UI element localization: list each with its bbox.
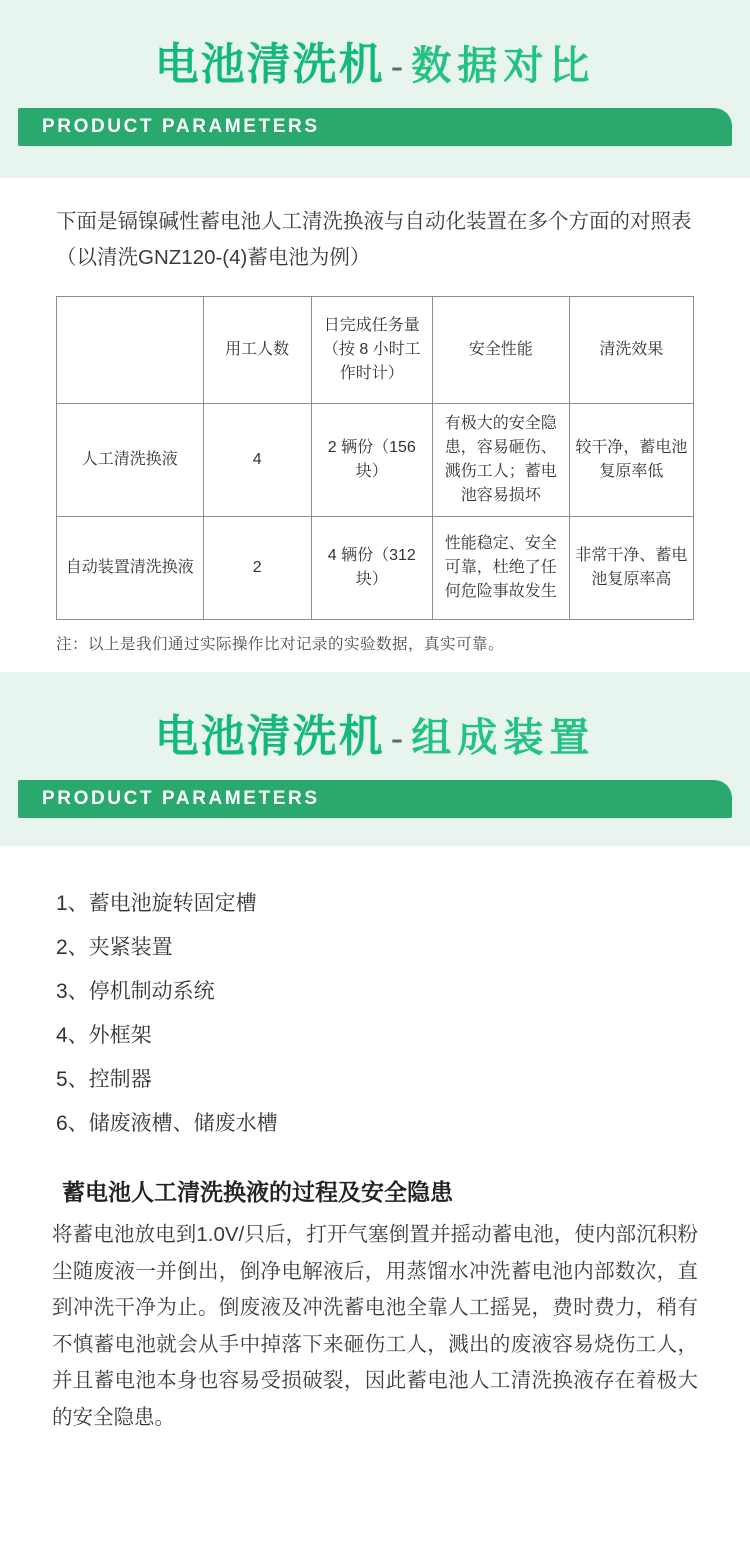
- section1-headline: [0, 22, 750, 106]
- table-header-cell-3: 安全性能: [432, 296, 569, 403]
- section1-intro-text: 下面是镉镍碱性蓄电池人工清洗换液与自动化装置在多个方面的对照表（以清洗GNZ120-(4)蓄电池为例）: [56, 210, 692, 269]
- row0-output: 2 辆份（156 块）: [311, 403, 432, 516]
- table-header-cell-0: [57, 296, 204, 403]
- list-item: 1、蓄电池旋转固定槽: [56, 891, 257, 915]
- table-header-row: [57, 296, 694, 403]
- list-item: 5、控制器: [56, 1068, 152, 1092]
- section1-banner: [18, 106, 732, 148]
- section1-title-sub: 数据对比: [411, 44, 596, 88]
- section2-headline: [0, 694, 750, 778]
- row0-workers: 4: [203, 403, 311, 516]
- section2-title-dash: -: [390, 717, 406, 760]
- row0-effect: 较干净，蓄电池复原率低: [569, 403, 693, 516]
- section2-subheading: 蓄电池人工清洗换液的过程及安全隐患: [0, 1146, 750, 1211]
- section2-title-sub: 组成装置: [411, 715, 596, 760]
- section1-title-dash: -: [390, 46, 406, 88]
- section2-title-main: 电池清洗机: [154, 711, 385, 761]
- table-note: 注：以上是我们通过实际操作比对记录的实验数据，真实可靠。: [56, 635, 505, 653]
- table-header-cell-4: 清洗效果: [569, 296, 693, 403]
- row1-effect: 非常干净、蓄电池复原率高: [569, 516, 693, 619]
- section1-content: [0, 178, 750, 672]
- section1-title-main: 电池清洗机: [154, 40, 385, 89]
- section-data-comparison: [0, 0, 750, 178]
- row0-safety: 有极大的安全隐患，容易砸伤、溅伤工人；蓄电池容易损坏: [432, 403, 569, 516]
- component-list: [0, 846, 750, 1147]
- table-row: [57, 516, 694, 619]
- table-header-cell-2: 日完成任务量（按 8 小时工作时计）: [311, 296, 432, 403]
- table-row: [57, 403, 694, 516]
- list-item: 4、外框架: [56, 1024, 152, 1048]
- row0-label: 人工清洗换液: [57, 403, 204, 516]
- row1-output: 4 辆份（312 块）: [311, 516, 432, 619]
- list-item: 3、停机制动系统: [56, 979, 215, 1003]
- table-header-cell-1: 用工人数: [203, 296, 311, 403]
- section-components: [0, 672, 750, 846]
- section2-paragraph: 将蓄电池放电到1.0V/只后，打开气塞倒置并摇动蓄电池，使内部沉积粉尘随废液一并倒出，倒净电解液后，用蒸馏水冲洗蓄电池内部数次，直到冲洗干净为止。倒废液及冲洗蓄电池全靠人工摇晃，费时费力，稍有不慎蓄电池就会从手中掉落下来砸伤工人，溅出的废液容易烧伤工人，并且蓄电池本身也容易受损破裂，因此蓄电池人工清洗换液存在着极大的安全隐患。: [0, 1211, 750, 1456]
- row1-workers: 2: [203, 516, 311, 619]
- row1-safety: 性能稳定、安全可靠，杜绝了任何危险事故发生: [432, 516, 569, 619]
- list-item: 2、夹紧装置: [56, 935, 173, 959]
- row1-label: 自动装置清洗换液: [57, 516, 204, 619]
- section2-banner-label: PRODUCT PARAMETERS: [42, 787, 320, 809]
- comparison-table: [56, 296, 694, 620]
- list-item: 6、储废液槽、储废水槽: [56, 1112, 278, 1136]
- section2-banner: [18, 778, 732, 820]
- section1-banner-label: PRODUCT PARAMETERS: [42, 116, 320, 137]
